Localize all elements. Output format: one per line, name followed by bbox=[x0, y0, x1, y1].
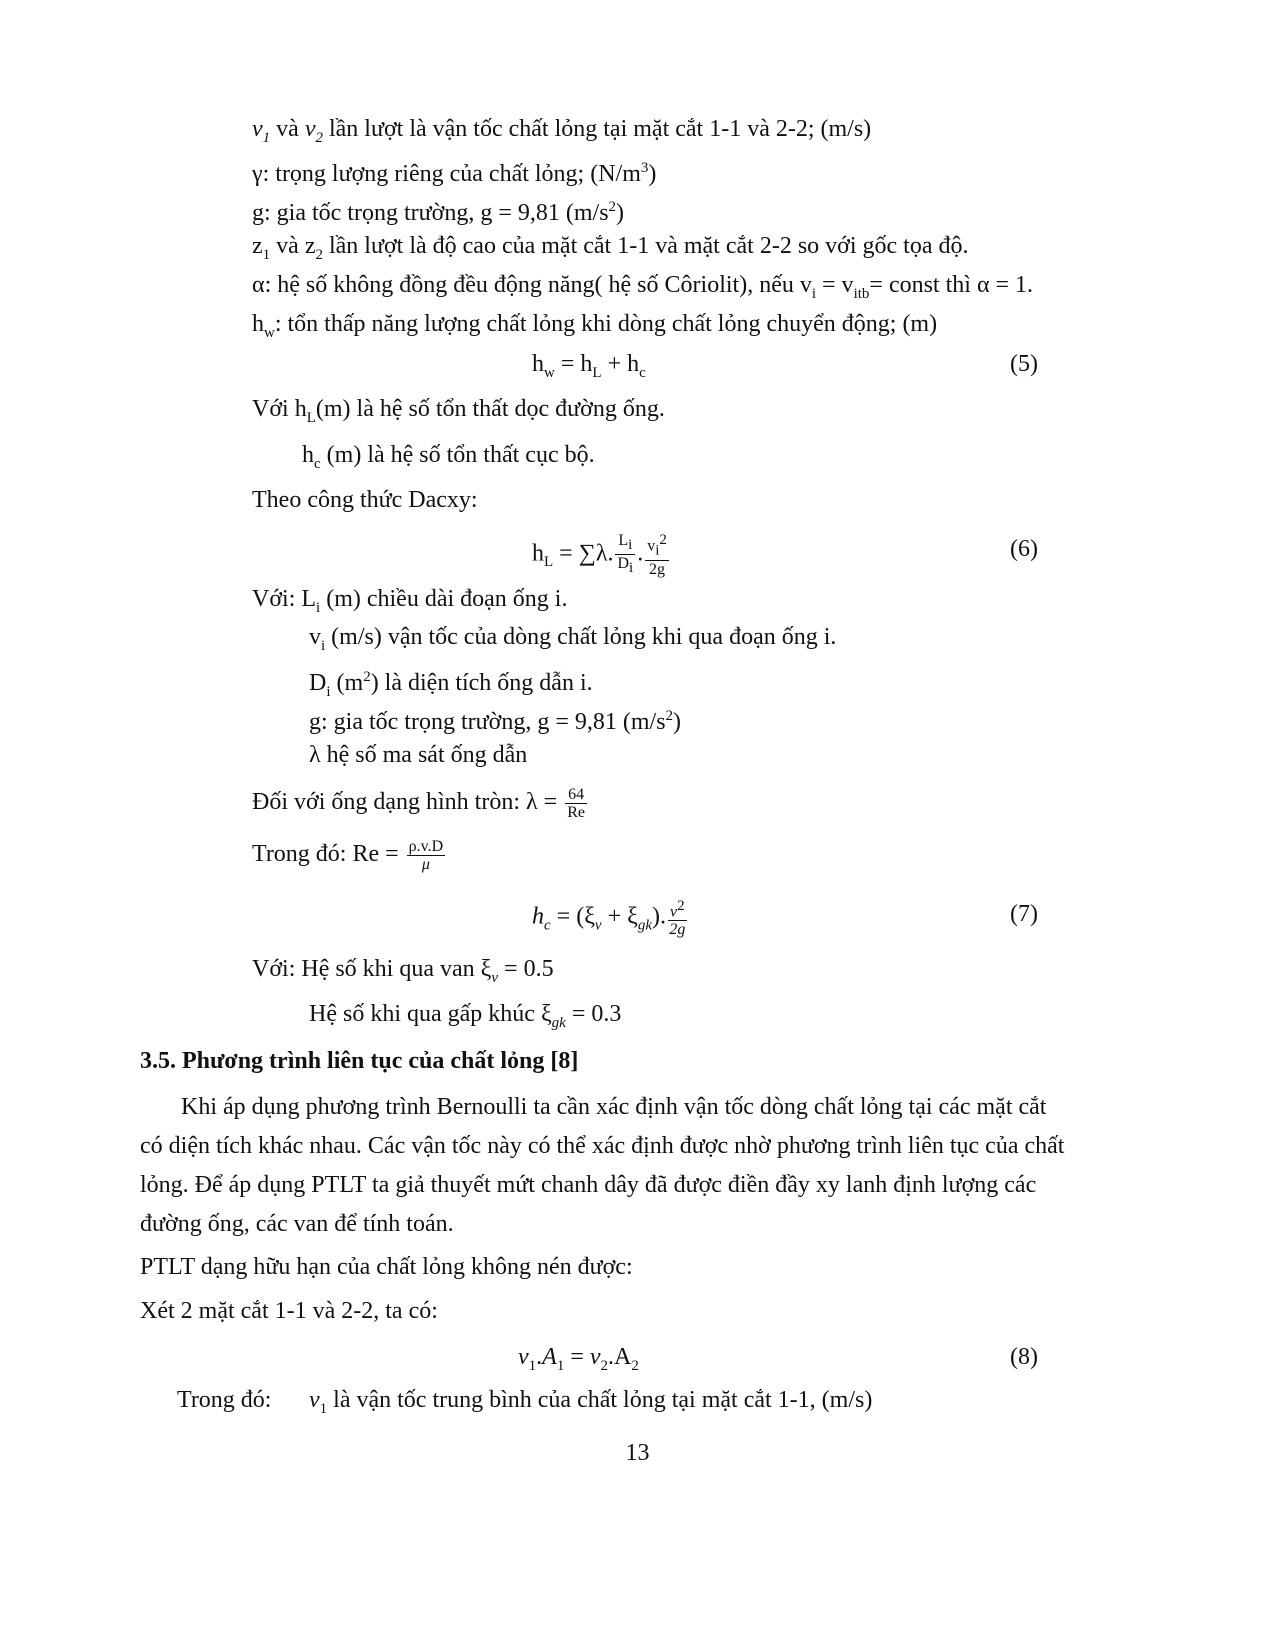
line-gamma: γ: trọng lượng riêng của chất lỏng; $(N/m^3)$ bbox=[252, 160, 657, 187]
page-number: 13 bbox=[625, 1440, 650, 1466]
equation-7-number: (7) bbox=[1010, 901, 1038, 927]
line-gravity-2: g: gia tốc trọng trường, g = 9,81 $(m/s^2)$ bbox=[309, 708, 682, 735]
line-vi-definition: $v_i$ (m/s) vận tốc của dòng chất lỏng khi qua đoạn ống i. bbox=[309, 624, 837, 654]
paragraph-line-2: có diện tích khác nhau. Các vận tốc này có thể xác định được nhờ phương trình liên tục của chất bbox=[140, 1133, 1065, 1159]
line-z1-z2: $z_1$ và $z_2$ lần lượt là độ cao của mặt cắt 1-1 và mặt cắt 2-2 so với gốc tọa độ. bbox=[252, 233, 969, 263]
line-ptlt: PTLT dạng hữu hạn của chất lỏng không nén được: bbox=[140, 1254, 633, 1280]
equation-5: $h_w = h_L + h_c$ bbox=[532, 351, 646, 381]
line-hw: $h_w$: tổn thấp năng lượng chất lỏng khi dòng chất lỏng chuyển động; (m) bbox=[252, 311, 938, 341]
line-where-label: Trong đó: bbox=[177, 1387, 272, 1413]
line-valve-coefficient: Với: Hệ số khi qua van $\xi_v = 0.5$ bbox=[252, 956, 554, 986]
equation-7: $h_c = (\xi_v + \xi_{gk})$. $\frac{v^2}{2g}$ bbox=[532, 898, 686, 939]
fraction-vi2-2g: $\frac{v_i^2}{2g}$ bbox=[647, 532, 667, 578]
paragraph-line-3: lỏng. Để áp dụng PTLT ta giả thuyết mứt chanh dây đã được điền đầy xy lanh định lượng các bbox=[140, 1172, 1037, 1198]
line-hl-definition: Với $h_L(m)$ là hệ số tổn thất dọc đường ống. bbox=[252, 396, 665, 426]
equation-8-number: (8) bbox=[1010, 1344, 1038, 1370]
equation-6-number: (6) bbox=[1010, 536, 1038, 562]
line-li-definition: Với: $L_i$ (m) chiều dài đoạn ống i. bbox=[252, 586, 568, 616]
equation-8: $v_1.A_1 = v_2.A_2$ bbox=[518, 1344, 639, 1374]
line-darcy: Theo công thức Dacxy: bbox=[252, 487, 478, 513]
fraction-li-di: $\frac{L_i}{D_i}$ bbox=[617, 532, 634, 577]
line-lambda-definition: λ hệ số ma sát ống dẫn bbox=[309, 742, 528, 768]
fraction-64-re: $\frac{64}{Re}$ bbox=[567, 786, 585, 821]
line-bend-coefficient: Hệ số khi qua gấp khúc $\xi_{gk} = 0.3$ bbox=[309, 1001, 622, 1031]
fraction-v2-2g: $\frac{v^2}{2g}$ bbox=[669, 898, 686, 939]
paragraph-line-1: Khi áp dụng phương trình Bernoulli ta cần xác định vận tốc dòng chất lỏng tại các mặt cắt bbox=[181, 1094, 1047, 1120]
fraction-re: $\frac{\rho.v.D}{\mu}$ bbox=[408, 838, 444, 873]
line-reynolds: Trong đó: Re = $\frac{\rho.v.D}{\mu}$ bbox=[252, 838, 444, 873]
line-gravity: g: gia tốc trọng trường, g = 9,81 $(m/s^2)$ bbox=[252, 199, 625, 226]
section-heading: 3.5. Phương trình liên tục của chất lỏng [8] bbox=[140, 1048, 579, 1074]
line-di-definition: $D_i$ $(m^2)$ là diện tích ống dẫn i. bbox=[309, 669, 593, 700]
equation-6: $h_L = \sum\lambda$. $\frac{L_i}{D_i}$ . $\frac{v_i^2}{2g}$ bbox=[532, 532, 667, 578]
equation-5-number: (5) bbox=[1010, 351, 1038, 377]
line-hc-definition: $h_c$ (m) là hệ số tổn thất cục bộ. bbox=[302, 442, 595, 472]
line-consider: Xét 2 mặt cắt 1-1 và 2-2, ta có: bbox=[140, 1298, 438, 1324]
symbol-v1: $v_1$ bbox=[252, 116, 271, 146]
symbol-v2: $v_2$ bbox=[304, 116, 323, 146]
line-alpha: α: hệ số không đồng đều động năng( hệ số Côriolit), nếu $v_i = v_{itb}=$ const thì α = 1. bbox=[252, 272, 1034, 302]
line-where-text: $v_1$ là vận tốc trung bình của chất lỏng tại mặt cắt 1-1, (m/s) bbox=[309, 1387, 873, 1417]
paragraph-line-4: đường ống, các van để tính toán. bbox=[140, 1211, 454, 1237]
line-round-pipe: Đối với ống dạng hình tròn: λ = $\frac{64}{Re}$ bbox=[252, 786, 585, 821]
line-v1-v2: $v_1$ và $v_2$ lần lượt là vận tốc chất lỏng tại mặt cắt 1-1 và 2-2; (m/s) bbox=[252, 116, 872, 146]
